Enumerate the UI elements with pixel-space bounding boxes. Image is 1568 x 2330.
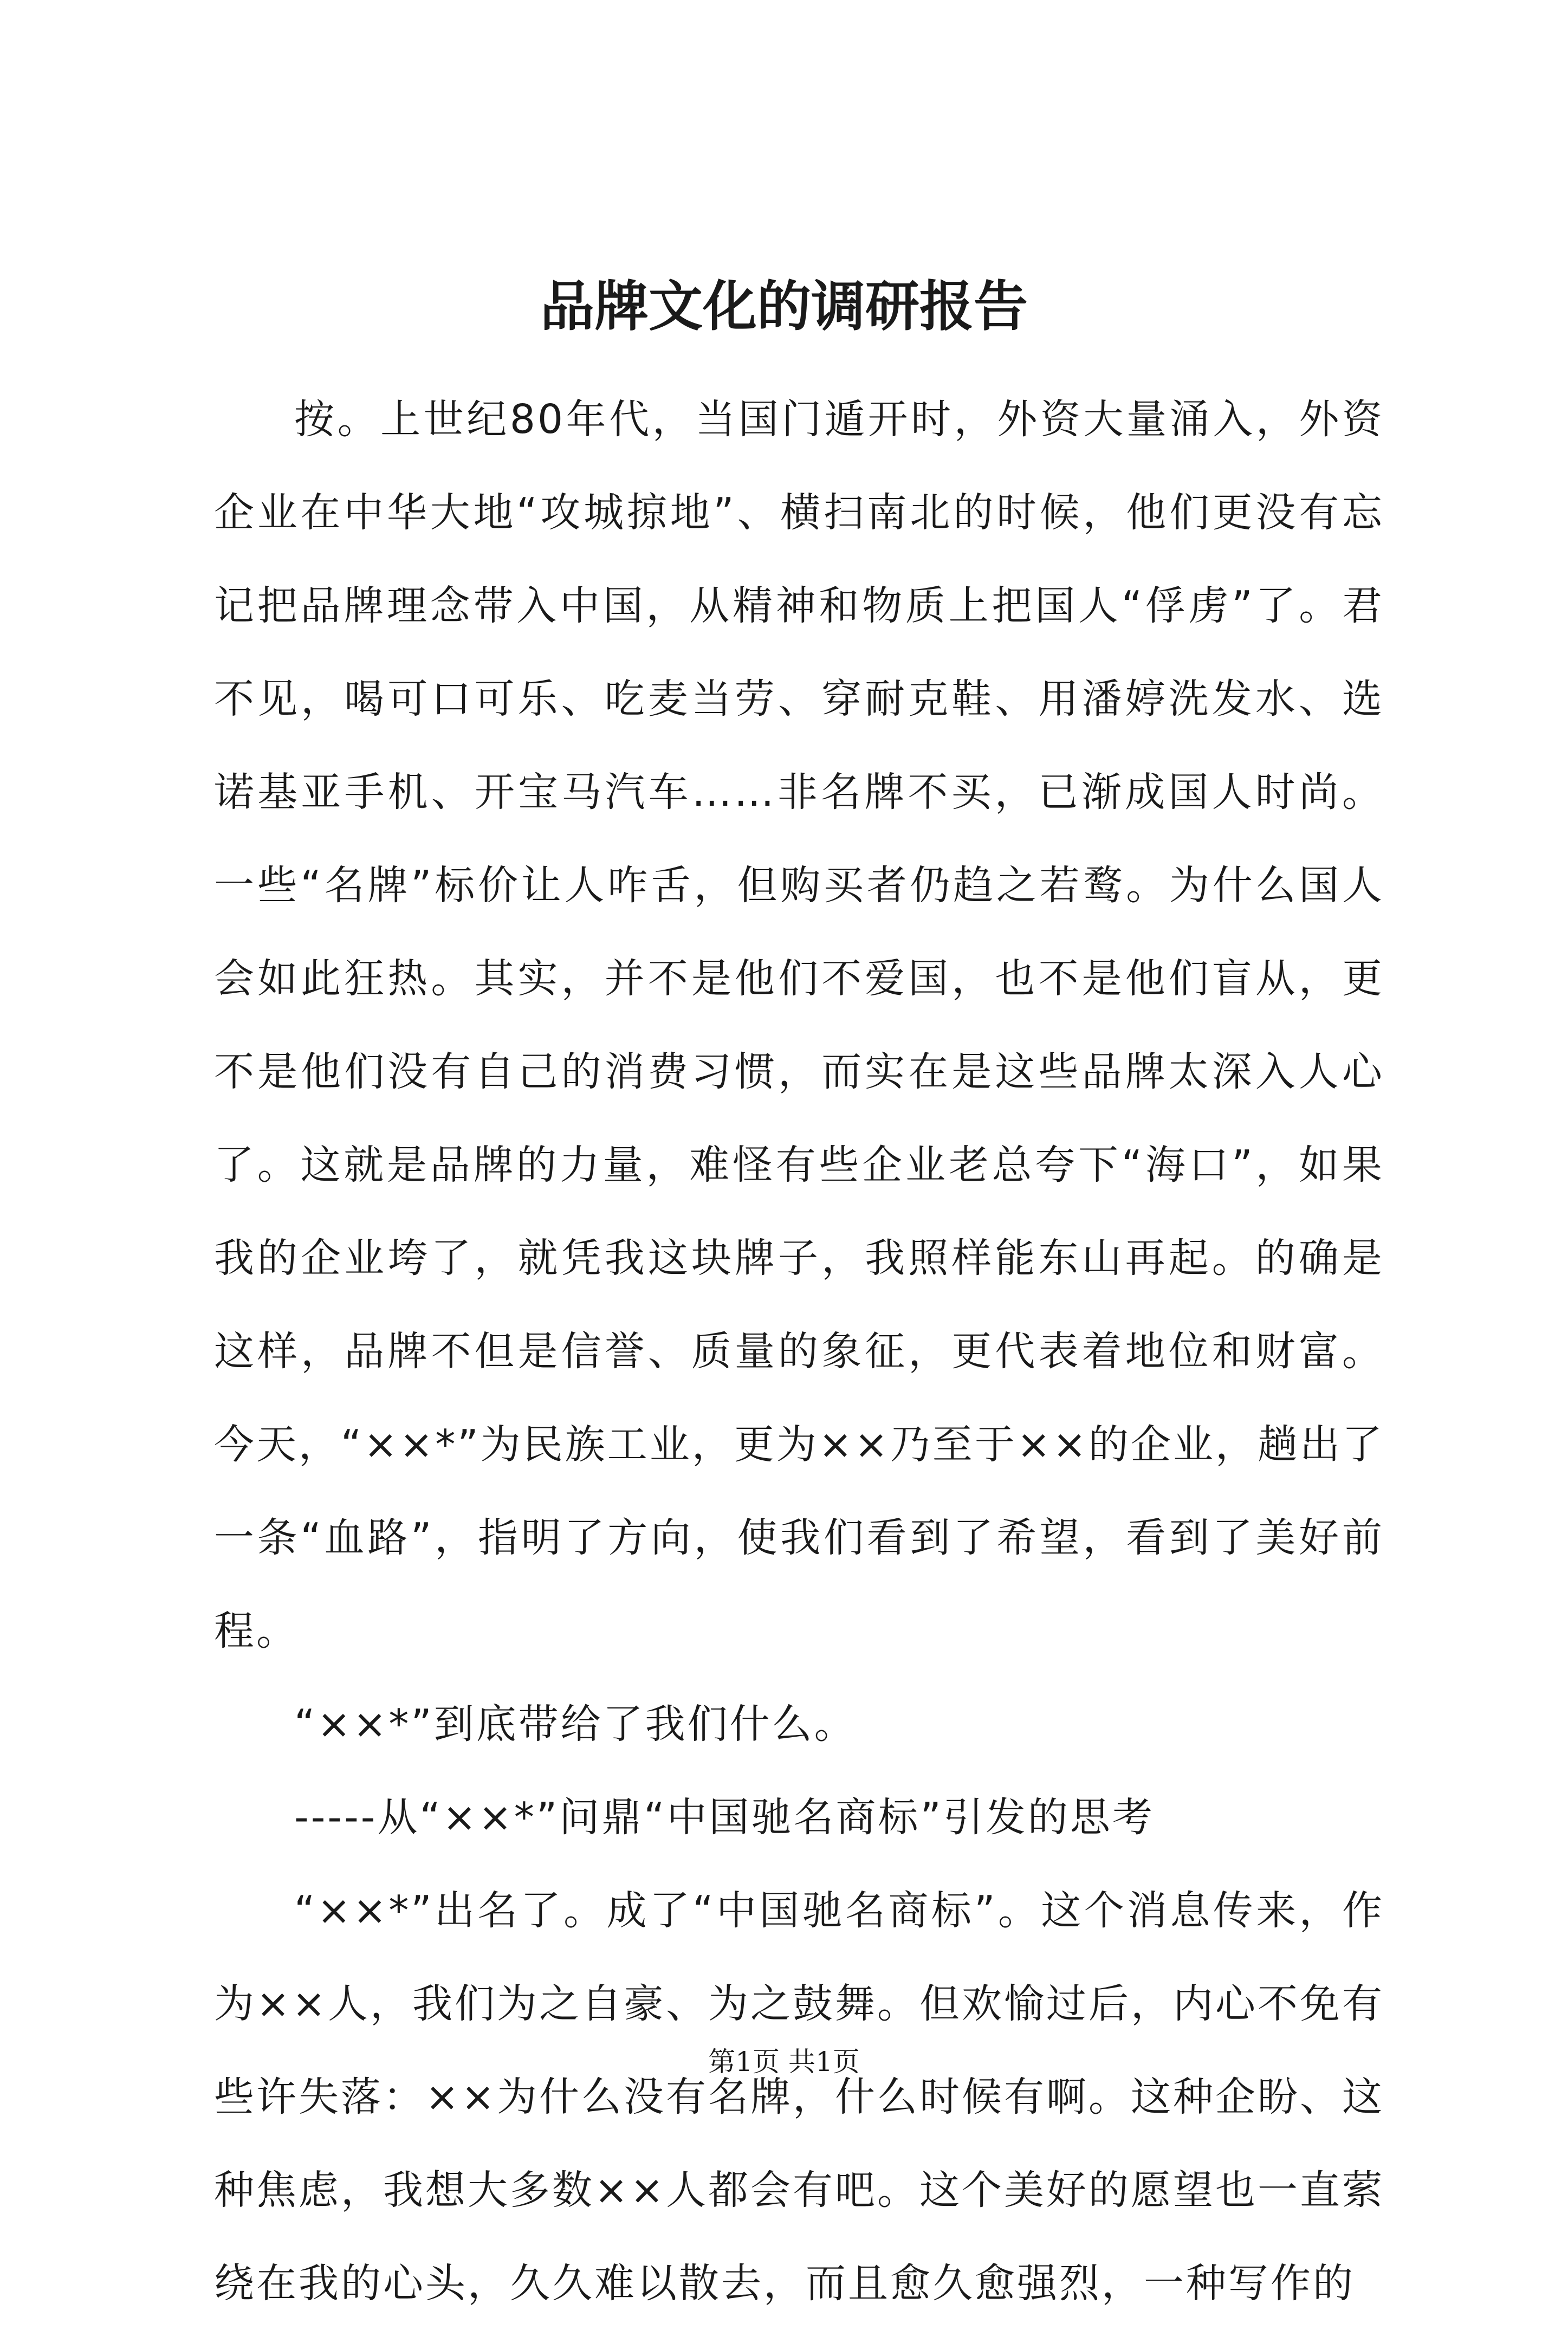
paragraph-intro: 按。上世纪80年代，当国门遁开时，外资大量涌入，外资企业在中华大地“攻城掠地”、横扫南北的时候，他们更没有忘记把品牌理念带入中国，从精神和物质上把国人“俘虏”了。君不见，喝可口可乐、吃麦当劳、穿耐克鞋、用潘婷洗发水、选诺基亚手机、开宝马汽车……非名牌不买，已渐成国人时尚。一些“名牌”标价让人咋舌，但购买者仍趋之若鹜。为什么国人会如此狂热。其实，并不是他们不爱国，也不是他们盲从，更不是他们没有自己的消费习惯，而实在是这些品牌太深入人心了。这就是品牌的力量，难怪有些企业老总夸下“海口”，如果我的企业垮了，就凭我这块牌子，我照样能东山再起。的确是这样，品牌不但是信誉、质量的象征，更代表着地位和财富。今天，“××*”为民族工业，更为××乃至于××的企业，趟出了一条“血路”，指明了方向，使我们看到了希望，看到了美好前程。 xyxy=(214,396,1384,1654)
document-title: 品牌文化的调研报告 xyxy=(540,274,1028,338)
paragraph-main: “××*”出名了。成了“中国驰名商标”。这个消息传来，作为××人，我们为之自豪、为之鼓舞。但欢愉过后，内心不免有些许失落：××为什么没有名牌，什么时候有啊。这种企盼、这种焦虑，我想大多数××人都会有吧。这个美好的愿望也一直萦绕在我的心头，久久难以散去，而且愈久愈强烈，一种写作的 xyxy=(214,1887,1385,2307)
page-footer: 第1页 共1页 xyxy=(708,2046,860,2077)
paragraph-question: “××*”到底带给了我们什么。 xyxy=(294,1701,857,1748)
paragraph-subtitle: -----从“××*”问鼎“中国驰名商标”引发的思考 xyxy=(294,1794,1155,1841)
document-body xyxy=(214,373,1384,2330)
